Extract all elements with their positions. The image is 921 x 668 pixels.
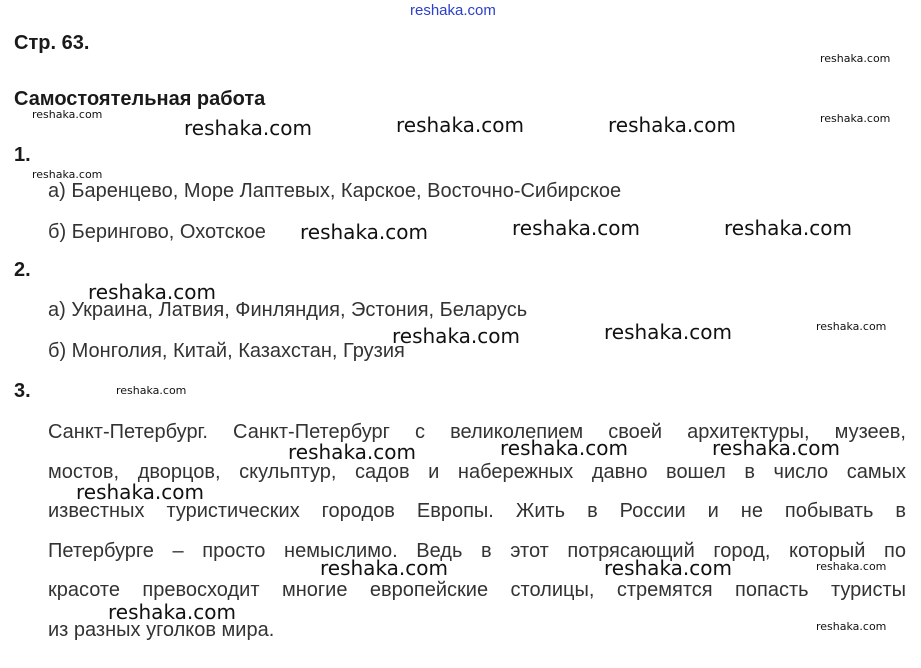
watermark: reshaka.com [320,556,448,580]
watermark: reshaka.com [816,620,887,633]
task-number-1: 1. [14,144,31,166]
watermark: reshaka.com [184,116,312,140]
page-title: Стр. 63. [14,32,90,54]
watermark: reshaka.com [724,216,852,240]
watermark: reshaka.com [816,560,887,573]
section-title: Самостоятельная работа [14,88,266,110]
watermark: reshaka.com [500,436,628,460]
header-watermark: reshaka.com [410,2,496,19]
task-1-answer-b: б) Берингово, Охотское [48,221,266,243]
watermark: reshaka.com [820,112,891,125]
paragraph-line: мостов, дворцов, скульптур, садов и набережных давно вошел в число самых [48,460,906,483]
paragraph-line: красоте превосходит многие европейские столицы, стремятся попасть туристы [48,579,906,602]
watermark: reshaka.com [820,52,891,65]
paragraph-line: Петербурге – просто немыслимо. Ведь в этот потрясающий город, который по [48,539,906,562]
watermark: reshaka.com [392,324,520,348]
watermark: reshaka.com [108,600,236,624]
watermark: reshaka.com [288,440,416,464]
task-2-answer-b: б) Монголия, Китай, Казахстан, Грузия [48,340,405,362]
watermark: reshaka.com [396,113,524,137]
watermark: reshaka.com [300,220,428,244]
watermark: reshaka.com [712,436,840,460]
watermark: reshaka.com [608,113,736,137]
task-1-answer-a: а) Баренцево, Море Лаптевых, Карское, Восточно-Сибирское [48,180,622,202]
task-number-2: 2. [14,259,31,281]
paragraph-line: из разных уголков мира. [48,618,275,641]
watermark: reshaka.com [512,216,640,240]
watermark: reshaka.com [604,556,732,580]
task-2-answer-a: а) Украина, Латвия, Финляндия, Эстония, Беларусь [48,299,528,321]
watermark: reshaka.com [604,320,732,344]
watermark: reshaka.com [88,280,216,304]
paragraph-line: известных туристических городов Европы. Жить в России и не побывать в [48,500,906,523]
watermark: reshaka.com [32,108,103,121]
watermark: reshaka.com [816,320,887,333]
watermark: reshaka.com [32,168,103,181]
paragraph-line: Санкт-Петербург. Санкт-Петербург с великолепием своей архитектуры, музеев, [48,421,906,443]
task-number-3: 3. [14,380,31,402]
watermark: reshaka.com [116,384,187,397]
watermark: reshaka.com [76,480,204,504]
